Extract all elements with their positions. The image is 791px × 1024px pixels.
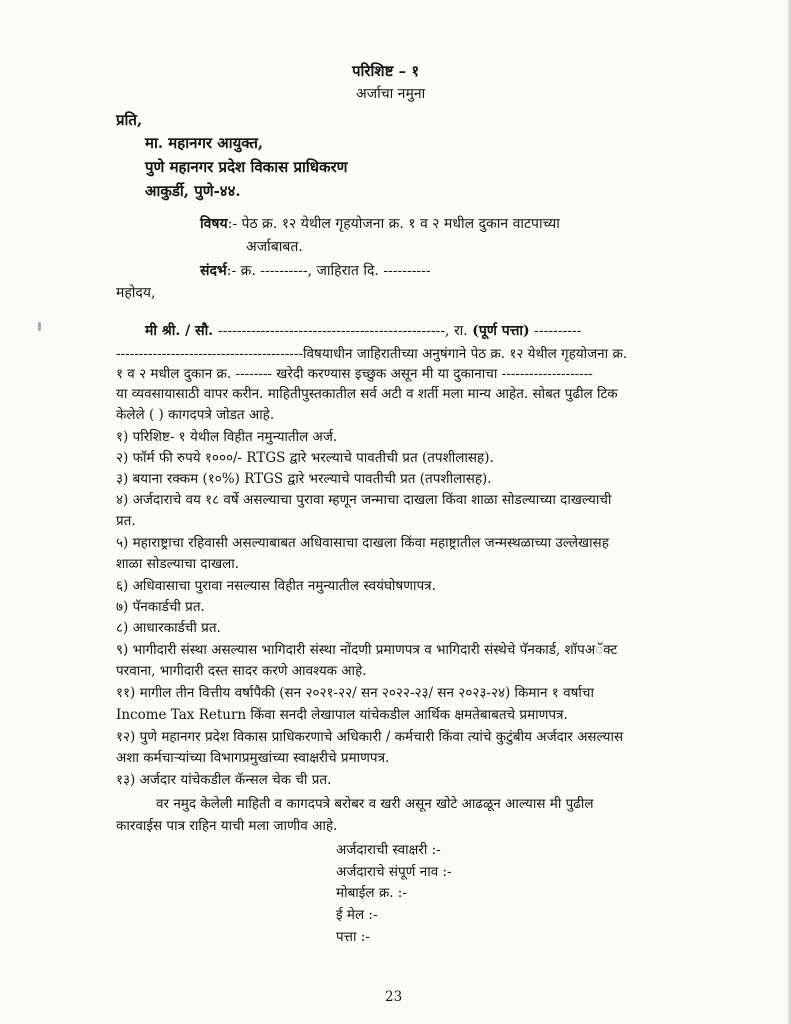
reference-line	[200, 264, 431, 278]
subject-text: :- पेठ क्र. १२ येथील गृहयोजना क्र. १ व २ मधील दुकान वाटपाच्या	[227, 216, 560, 232]
document-item-continued: प्रत.	[116, 513, 136, 529]
scan-speck	[38, 322, 41, 331]
document-item: ९) भागीदारी संस्था असल्यास भागिदारी संस्था नोंदणी प्रमाणपत्र व भागिदारी संस्थेचे पॅनकार्ड, शॉपअॅक्ट	[116, 642, 618, 658]
subject-label: विषय	[200, 216, 228, 232]
body-line-3: १ व २ मधील दुकान क्र. -------- खरेदी करण्यास इच्छुक असून मी या दुकानाचा --------------------	[116, 366, 593, 382]
address-label: (पूर्ण पत्ता)	[472, 323, 530, 339]
salutation: महोदय,	[116, 285, 156, 301]
subject-line-1	[200, 217, 560, 231]
addressee-prati: प्रति,	[116, 111, 143, 129]
subject-line-2: अर्जाबाबत.	[246, 239, 303, 255]
document-item: ६) अधिवासाचा पुरावा नसल्यास विहीत नमुन्यातील स्वयंघोषणापत्र.	[116, 578, 436, 594]
declaration-line-1: वर नमुद केलेली माहिती व कागदपत्रे बरोबर व खरी असून खोटे आढळून आल्यास मी पुढील	[156, 796, 594, 812]
address-field: पत्ता :-	[336, 929, 370, 945]
scan-edge-shadow	[787, 0, 791, 1024]
addressee-line-2: पुणे महानगर प्रदेश विकास प्राधिकरण	[145, 158, 348, 176]
document-item: ३) बयाना रक्कम (१०%) RTGS द्वारे भरल्याचे पावतीची प्रत (तपशीलासह).	[116, 471, 492, 487]
reference-label: संदर्भ	[200, 263, 227, 279]
addressee-line-1: मा. महानगर आयुक्त,	[145, 134, 264, 152]
mobile-field: मोबाईल क्र. :-	[336, 885, 407, 901]
body-line-4: या व्यवसायासाठी वापर करीन. माहितीपुस्तकातील सर्व अटी व शर्ती मला मान्य आहेत. सोबत पुढील टिक	[116, 386, 618, 402]
document-item: ११) मागील तीन वित्तीय वर्षापैकी (सन २०२१-२२/ सन २०२२-२३/ सन २०२३-२४) किमान १ वर्षाचा	[116, 685, 594, 701]
document-item-continued: Income Tax Return किंवा सनदी लेखापाल यांचेकडील आर्थिक क्षमतेबाबतचे प्रमाणपत्र.	[116, 707, 568, 723]
document-item: १२) पुणे महानगर प्रदेश विकास प्राधिकरणाचे अधिकारी / कर्मचारी किंवा त्यांचे कुटुंबीय अर्जदार असल्यास	[116, 729, 624, 745]
signature-field: अर्जदाराची स्वाक्षरी :-	[336, 842, 441, 858]
document-item: १) परिशिष्ट- १ येथील विहीत नमुन्यातील अर्ज.	[116, 429, 338, 445]
document-item: ७) पॅनकार्डची प्रत.	[116, 599, 205, 615]
addressee-line-3: आकुर्डी, पुणे-४४.	[145, 182, 241, 200]
name-blank: ------------------------------------------------, रा.	[217, 323, 473, 339]
email-field: ई मेल :-	[336, 907, 378, 923]
document-item: ८) आधारकार्डची प्रत.	[116, 620, 221, 636]
body-line-5: केलेले ( ) कागदपत्रे जोडत आहे.	[116, 407, 275, 423]
address-blank: ----------	[529, 323, 582, 339]
full-name-field: अर्जदाराचे संपूर्ण नाव :-	[336, 864, 452, 880]
document-item: ४) अर्जदाराचे वय १८ वर्षे असल्याचा पुरावा म्हणून जन्माचा दाखला किंवा शाळा सोडल्याच्या दाखल्याची	[116, 492, 612, 508]
name-prefix: मी श्री. / सौ.	[145, 323, 218, 339]
body-line-1	[145, 324, 581, 338]
appendix-title: परिशिष्ट – १	[352, 62, 420, 80]
document-item-continued: परवाना, भागीदारी दस्त सादर करणे आवश्यक आहे.	[116, 663, 367, 679]
document-item: ५) महाराष्ट्राचा रहिवासी असल्याबाबत अधिवासाचा दाखला किंवा महाष्ट्रातील जन्मस्थळाच्या उल्लेखासह	[116, 535, 609, 551]
form-subtitle: अर्जाचा नमुना	[356, 86, 426, 102]
document-item: २) फॉर्म फी रुपये १०००/- RTGS द्वारे भरल्याचे पावतीची प्रत (तपशीलासह).	[116, 450, 494, 466]
document-item: १३) अर्जदार यांचेकडील कॅन्सल चेक ची प्रत.	[116, 772, 332, 788]
declaration-line-2: कारवाईस पात्र राहिन याची मला जाणीव आहे.	[116, 818, 338, 834]
body-line-2: -----------------------------------------विषयाधीन जाहिरातीच्या अनुषंगाने पेठ क्र. १२ येथील गृहयोजना क्र.	[116, 346, 628, 362]
document-item-continued: अशा कर्मचाऱ्यांच्या विभागप्रमुखांच्या स्वाक्षरीचे प्रमाणपत्र.	[116, 750, 390, 766]
page-number: 23	[385, 989, 403, 1005]
reference-text: :- क्र. ----------, जाहिरात दि. ----------	[226, 263, 431, 279]
document-item-continued: शाळा सोडल्याचा दाखला.	[116, 556, 240, 572]
